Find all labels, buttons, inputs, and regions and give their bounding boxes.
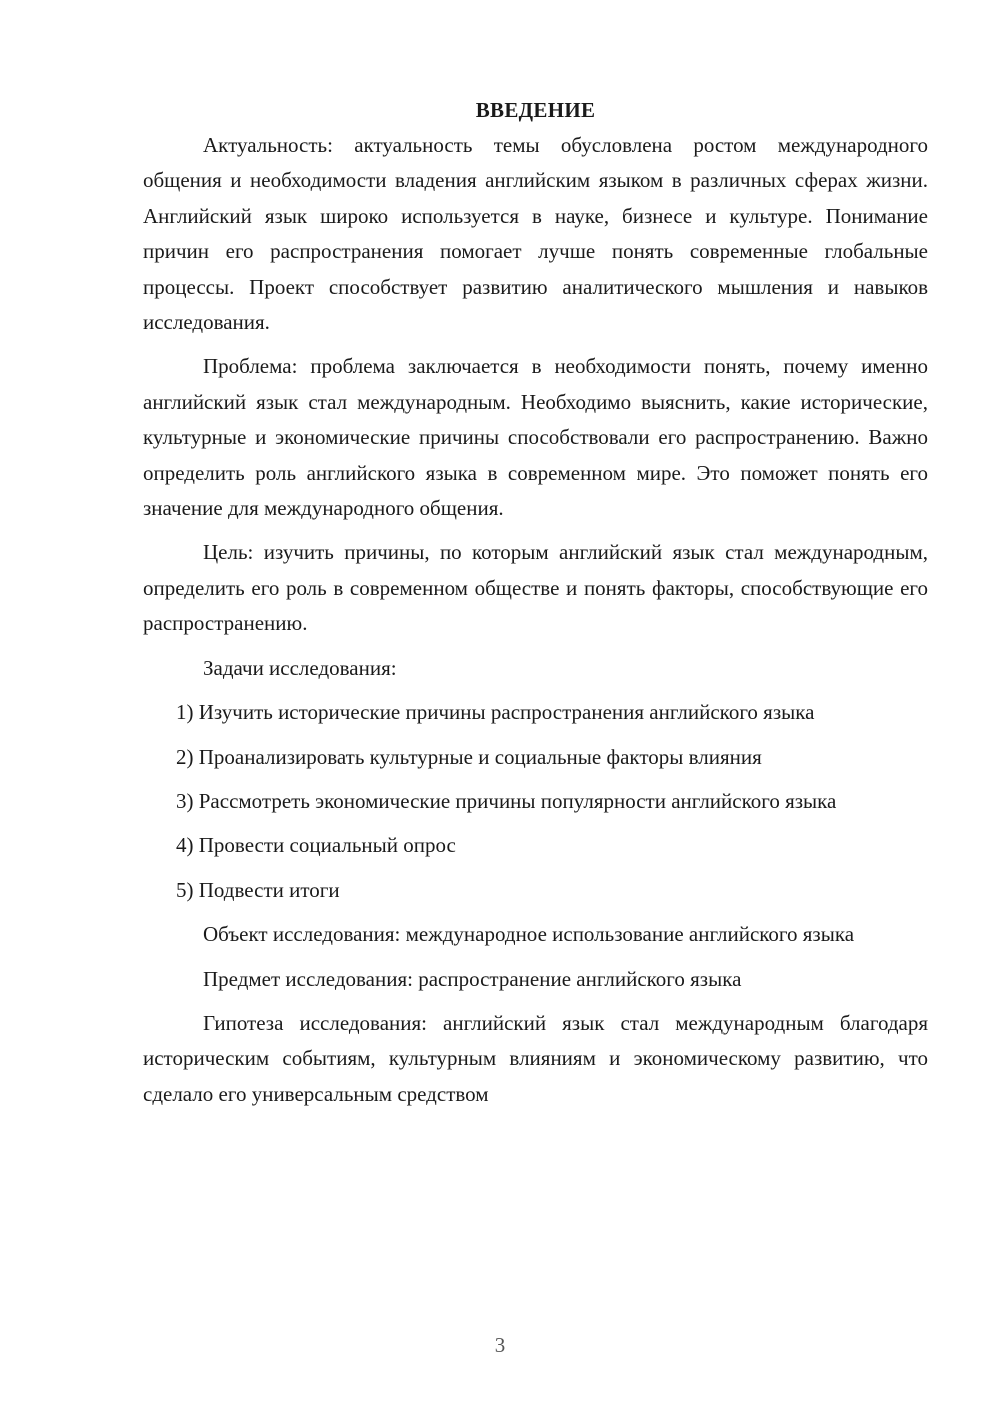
task-item: 3) Рассмотреть экономические причины популярности английского языка bbox=[176, 788, 837, 813]
section-heading: ВВЕДЕНИЕ bbox=[475, 98, 596, 122]
page-number: 3 bbox=[494, 1333, 506, 1357]
task-item: 5) Подвести итоги bbox=[176, 877, 340, 902]
object-paragraph: Объект исследования: международное использование английского языка bbox=[203, 922, 855, 947]
goal-paragraph: Цель: изучить причины, по которым английский язык стал международным, определить его роль в современном обществе и понять факторы, способствующие его распространению. bbox=[143, 540, 928, 636]
problem-paragraph: Проблема: проблема заключается в необходимости понять, почему именно английский язык стал международным. Необходимо выяснить, какие исторические, культурные и экономические причины способствовали его распространению. Важно определить роль английского языка в современном мире. Это поможет понять его значение для международного общения. bbox=[143, 354, 928, 521]
relevance-paragraph: Актуальность: актуальность темы обусловлена ростом международного общения и необходимости владения английским языком в различных сферах жизни. Английский язык широко используется в науке, бизнесе и культуре. Понимание причин его распространения помогает лучше понять современные глобальные процессы. Проект способствует развитию аналитического мышления и навыков исследования. bbox=[143, 133, 928, 335]
tasks-heading: Задачи исследования: bbox=[203, 655, 397, 680]
hypothesis-paragraph: Гипотеза исследования: английский язык стал международным благодаря историческим событиям, культурным влияниям и экономическому развитию, что сделало его универсальным средством bbox=[143, 1010, 928, 1106]
task-item: 1) Изучить исторические причины распространения английского языка bbox=[176, 700, 815, 725]
subject-paragraph: Предмет исследования: распространение английского языка bbox=[203, 966, 742, 991]
task-item: 4) Провести социальный опрос bbox=[176, 833, 456, 858]
document-page bbox=[143, 92, 928, 1121]
task-item: 2) Проанализировать культурные и социальные факторы влияния bbox=[176, 744, 762, 769]
